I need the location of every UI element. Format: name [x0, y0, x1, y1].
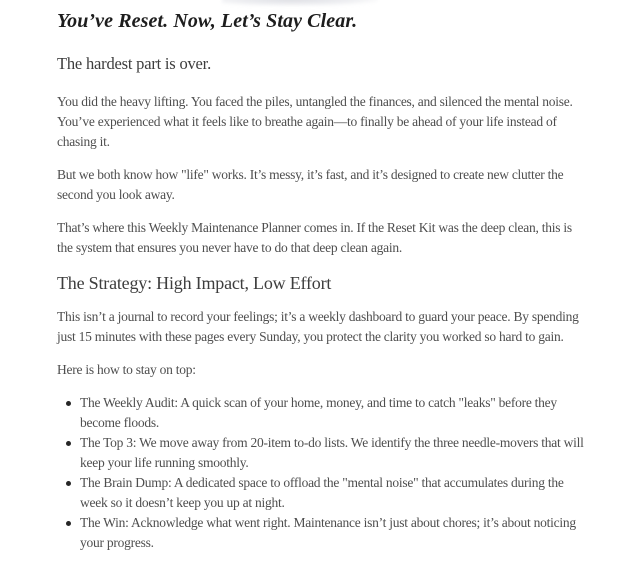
scrolled-element-bottom-edge	[222, 0, 378, 6]
strategy-list	[57, 393, 587, 553]
list-item-brain-dump: The Brain Dump: A dedicated space to offload the "mental noise" that accumulates during the week so it doesn’t keep you up at night.	[80, 473, 587, 513]
strategy-paragraph-1: This isn’t a journal to record your feelings; it’s a weekly dashboard to guard your peace. By spending just 15 minutes with these pages every Sunday, you protect the clarity you worked so hard to gain.	[57, 309, 579, 344]
intro-subheading: The hardest part is over.	[57, 54, 211, 73]
strategy-list-lead-in: Here is how to stay on top:	[57, 362, 196, 377]
intro-paragraph-1: You did the heavy lifting. You faced the piles, untangled the finances, and silenced the mental noise. You’ve experienced what it feels like to breathe again—to finally be ahead of your life instead of chasing it.	[57, 94, 573, 149]
list-item-top-3: The Top 3: We move away from 20-item to-do lists. We identify the three needle-movers that will keep your life running smoothly.	[80, 433, 587, 473]
list-item-weekly-audit: The Weekly Audit: A quick scan of your home, money, and time to catch "leaks" before they become floods.	[80, 393, 587, 433]
intro-paragraph-3: That’s where this Weekly Maintenance Planner comes in. If the Reset Kit was the deep clean, this is the system that ensures you never have to do that deep clean again.	[57, 220, 572, 255]
page-title: You’ve Reset. Now, Let’s Stay Clear.	[57, 10, 358, 32]
intro-paragraph-2: But we both know how "life" works. It’s messy, it’s fast, and it’s designed to create new clutter the second you look away.	[57, 167, 564, 202]
section-heading-strategy: The Strategy: High Impact, Low Effort	[57, 273, 332, 293]
list-item-the-win: The Win: Acknowledge what went right. Maintenance isn’t just about chores; it’s about noticing your progress.	[80, 513, 587, 553]
